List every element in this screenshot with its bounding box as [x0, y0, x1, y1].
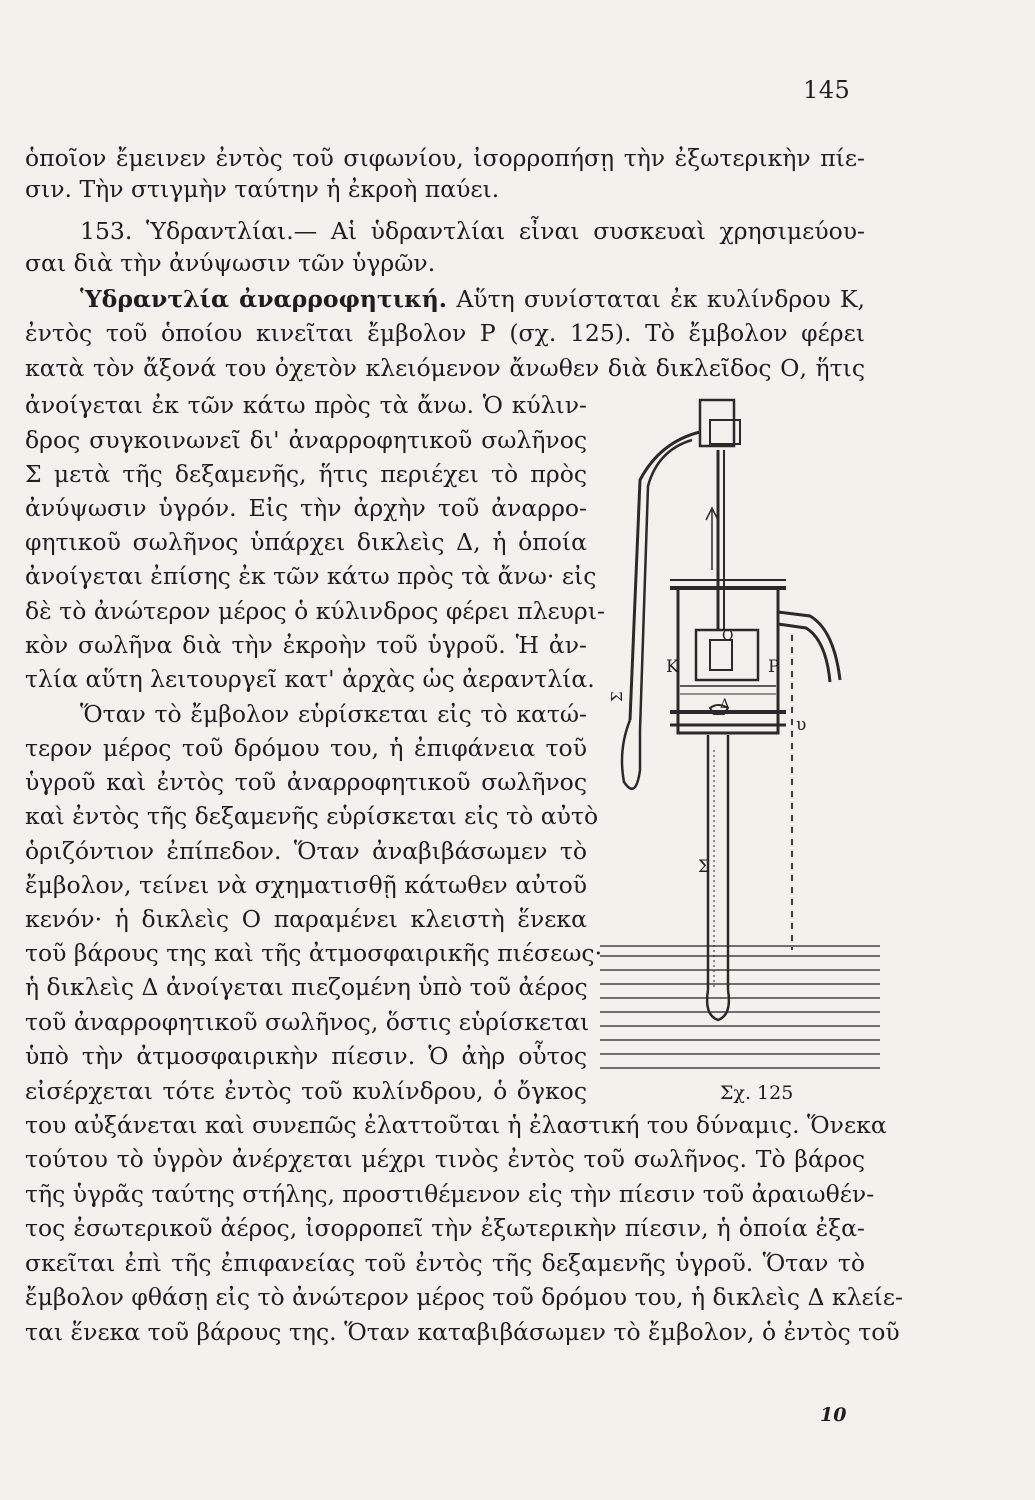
label-o: Ο [722, 628, 734, 644]
subheading-line [80, 284, 865, 314]
text-line: ἐντὸς τοῦ ὁποίου κινεῖται ἔμβολον Ρ (σχ. 125). Τὸ ἔμβολον φέρει [25, 319, 865, 347]
text-line: κενόν· ἡ δικλεὶς Ο παραμένει κλειστὴ ἕνεκα [25, 905, 587, 933]
text-line: του αὐξάνεται καὶ συνεπῶς ἐλαττοῦται ἡ ἐλαστική του δύναμις. Ὅνεκα [25, 1111, 887, 1139]
spout [778, 612, 840, 682]
suction-pump-figure [600, 390, 880, 1110]
page-number: 145 [803, 76, 851, 104]
text-line: ἀνύψωσιν ὑγρόν. Εἰς τὴν ἀρχὴν τοῦ ἀναρρο- [25, 494, 587, 522]
sheet-number: 10 [820, 1404, 847, 1426]
text-line: ὁριζόντιον ἐπίπεδον. Ὅταν ἀναβιβάσωμεν τὸ [25, 837, 587, 865]
pump-handle [622, 432, 700, 789]
text-line: σκεῖται ἐπὶ τῆς ἐπιφανείας τοῦ ἐντὸς τῆς δεξαμενῆς ὑγροῦ. Ὅταν τὸ [25, 1249, 865, 1277]
text-line: ὁποῖον ἔμεινεν ἐντὸς τοῦ σιφωνίου, ἰσορροπήσῃ τὴν ἐξωτερικὴν πίε- [25, 144, 865, 172]
text-line: δὲ τὸ ἀνώτερον μέρος ὁ κύλινδρος φέρει πλευρι- [25, 597, 605, 625]
text-line: καὶ ἐντὸς τῆς δεξαμενῆς εὑρίσκεται εἰς τὸ αὐτὸ [25, 802, 599, 830]
suction-pipe [707, 735, 729, 1020]
text-line: ται ἕνεκα τοῦ βάρους της. Ὅταν καταβιβάσωμεν τὸ ἔμβολον, ὁ ἐντὸς τοῦ [25, 1318, 900, 1346]
label-delta: Δ [720, 697, 730, 712]
piston-rod [700, 400, 740, 630]
text-line: ὑγροῦ καὶ ἐντὸς τοῦ ἀναρροφητικοῦ σωλῆνος [25, 768, 587, 796]
text-line: ἡ δικλεὶς Δ ἀνοίγεται πιεζομένη ὑπὸ τοῦ ἀέρος [25, 973, 588, 1001]
label-sigma: Σ [698, 857, 711, 877]
text-line: κὸν σωλῆνα διὰ τὴν ἐκροὴν τοῦ ὑγροῦ. Ἡ ἀν- [25, 631, 587, 659]
text-line: ἔμβολον φθάσῃ εἰς τὸ ἀνώτερον μέρος τοῦ δρόμου του, ἡ δικλεὶς Δ κλείε- [25, 1283, 903, 1311]
label-s: Σ [608, 691, 626, 702]
subheading-title: Ὑδραντλία ἀναρροφητική. [80, 285, 447, 313]
label-upsilon: υ [796, 715, 807, 735]
text-line: τερον μέρος τοῦ δρόμου του, ἡ ἐπιφάνεια τοῦ [25, 734, 587, 762]
label-k: Κ [666, 657, 679, 677]
text-line: τῆς ὑγρᾶς ταύτης στήλης, προστιθέμενον εἰς τὴν πίεσιν τοῦ ἀραιωθέν- [25, 1180, 875, 1208]
text-line: φητικοῦ σωλῆνος ὑπάρχει δικλεὶς Δ, ἡ ὁποία [25, 528, 587, 556]
text-line: Σ μετὰ τῆς δεξαμενῆς, ἥτις περιέχει τὸ πρὸς [25, 460, 587, 488]
text-line: ἔμβολον, τείνει νὰ σχηματισθῇ κάτωθεν αὐτοῦ [25, 871, 587, 899]
text-line: δρος συγκοινωνεῖ δι' ἀναρροφητικοῦ σωλῆνος [25, 426, 587, 454]
text-line: εἰσέρχεται τότε ἐντὸς τοῦ κυλίνδρου, ὁ ὄγκος [25, 1077, 587, 1105]
label-p: Ρ [768, 657, 780, 677]
text-line: τοῦ βάρους της καὶ τῆς ἀτμοσφαιρικῆς πιέσεως· [25, 939, 603, 967]
subheading-text: Αὕτη συνίσταται ἐκ κυλίνδρου Κ, [446, 285, 865, 313]
section-heading-line: 153. Ὑδραντλίαι.— Αἱ ὑδραντλίαι εἶναι συσκευαὶ χρησιμεύου- [80, 217, 865, 245]
text-line: τούτου τὸ ὑγρὸν ἀνέρχεται μέχρι τινὸς ἐντὸς τοῦ σωλῆνος. Τὸ βάρος [25, 1145, 865, 1173]
text-line: ἀνοίγεται ἐπίσης ἐκ τῶν κάτω πρὸς τὰ ἄνω· εἰς [25, 562, 597, 590]
text-line: ἀνοίγεται ἐκ τῶν κάτω πρὸς τὰ ἄνω. Ὁ κύλιν- [25, 391, 587, 419]
text-line: ὑπὸ τὴν ἀτμοσφαιρικὴν πίεσιν. Ὁ ἀὴρ οὗτος [25, 1042, 587, 1070]
text-line: κατὰ τὸν ἄξονά του ὀχετὸν κλειόμενον ἄνωθεν διὰ δικλεῖδος Ο, ἥτις [25, 354, 865, 382]
text-line: τλία αὕτη λειτουργεῖ κατ' ἀρχὰς ὡς ἀεραντλία. [25, 665, 595, 693]
reservoir-water [600, 946, 880, 1068]
text-line: τος ἐσωτερικοῦ ἀέρος, ἰσορροπεῖ τὴν ἐξωτερικὴν πίεσιν, ἡ ὁποία ἐξα- [25, 1214, 865, 1242]
text-line: σιν. Τὴν στιγμὴν ταύτην ἡ ἐκροὴ παύει. [25, 175, 500, 203]
text-line: τοῦ ἀναρροφητικοῦ σωλῆνος, ὅστις εὑρίσκεται [25, 1008, 590, 1036]
figure-caption: Σχ. 125 [720, 1082, 794, 1104]
text-line: σαι διὰ τὴν ἀνύψωσιν τῶν ὑγρῶν. [25, 249, 436, 277]
text-line: Ὅταν τὸ ἔμβολον εὑρίσκεται εἰς τὸ κατώ- [80, 700, 587, 728]
